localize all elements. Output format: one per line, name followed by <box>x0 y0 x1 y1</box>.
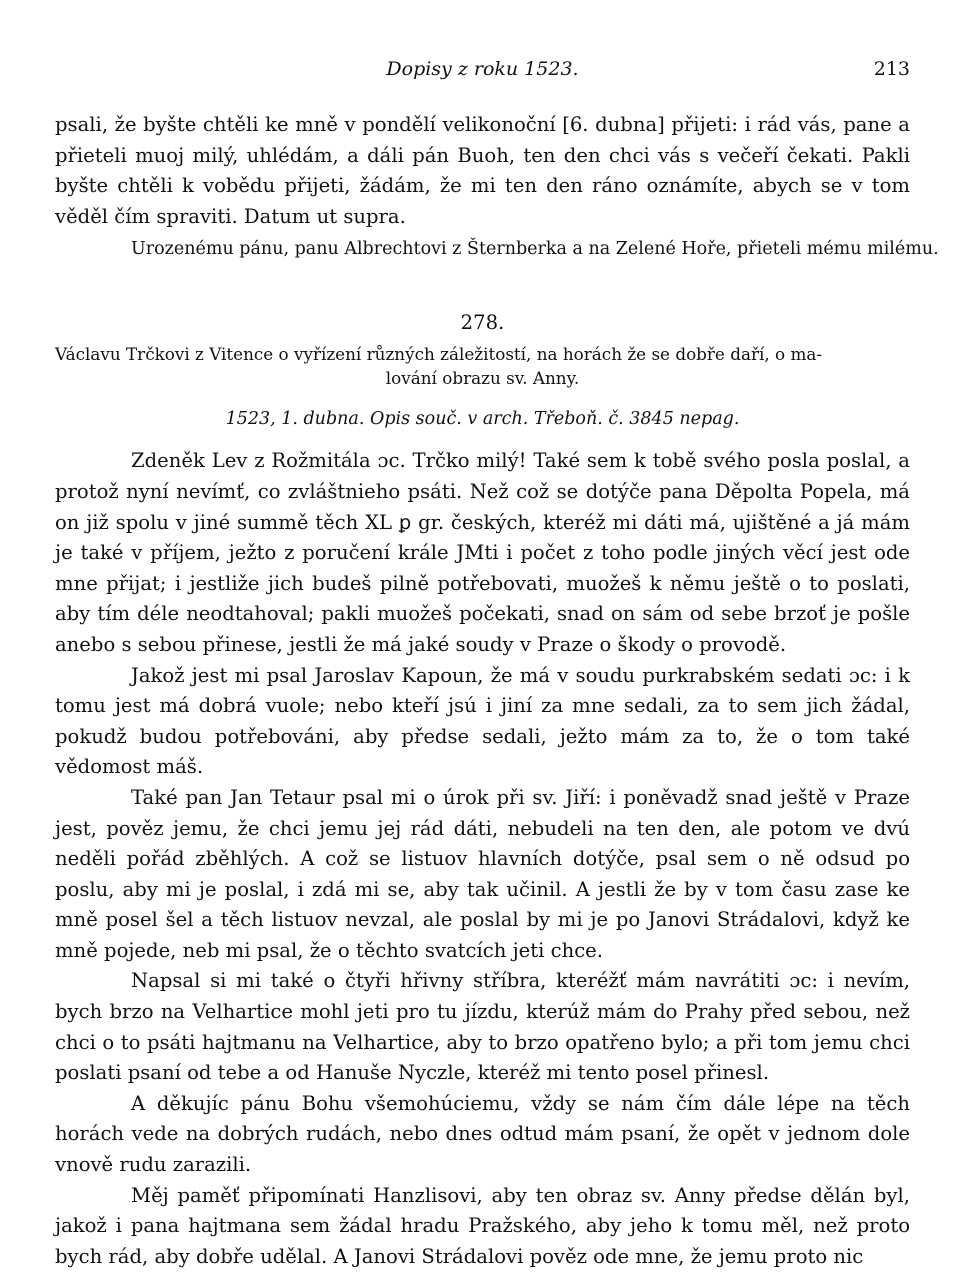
page-header <box>55 58 910 88</box>
continuation-paragraph: psali, že byšte chtěli ke mně v pondělí velikonoční [6. dubna] přijeti: i rád vás, pane a přieteli muoj milý, uhlédám, a dáli pán Buoh, ten den chci vás s večeří čekati. Pakli byšte chtěli k vobědu přijeti, žádám, že mi ten den ráno oznámíte, abych se v tom věděl čím spraviti. Datum ut supra. <box>55 113 910 228</box>
document-number: 278. <box>460 311 505 335</box>
document-regest <box>55 342 910 390</box>
body-paragraph-1: Zdeněk Lev z Rožmitála ɔc. Trčko milý! Také sem k tobě svého posla poslal, a protož nyní nevímť, co zvláštnieho psáti. Než což se dotýče pana Děpolta Popela, má on již spolu v jiné summě těch XL ꝑ gr. českých, kteréž mi dáti má, ujištěné a já mám je také v příjem, ježto z poručení krále JMti i počet z toho podle jiných věcí jest ode mne přijat; i jestliže jich budeš pilně potřebovati, muožeš k němu ještě o to poslati, aby tím déle neodtahoval; pakli muožeš počekati, snad on sám od sebe brzoť je pošle anebo s sebou přinese, jestli že má jaké soudy v Praze o škody o provodě. <box>55 449 910 656</box>
document-page <box>55 58 939 1272</box>
body-paragraph-2: Jakož jest mi psal Jaroslav Kapoun, že má v soudu purkrabském sedati ɔc: i k tomu jest má dobrá vuole; nebo kteří jsú i jiní za mne sedali, za to sem jich žádal, pokudž budou potřebováni, aby předse sedali, ježto mám za to, že o tom také vědomost máš. <box>55 663 910 779</box>
body-paragraph-4: Napsal si mi také o čtyři hřivny stříbra, kteréžť mám navrátiti ɔc: i nevím, bych brzo na Velhartice mohl jeti pro tu jízdu, kterúž mám do Prahy před sebou, než chci o to psáti hajtmanu na Velhartice, aby to brzo opatřeno bylo; a při tom jemu chci poslati psaní od tebe a od Hanuše Nyczle, kteréž mi tento posel přinesl. <box>55 969 910 1085</box>
regest-line-1: Václavu Trčkovi z Vitence o vyřízení různých záležitostí, na horách že se dobře daří, o ma- <box>55 344 823 365</box>
regest-line-2: lování obrazu sv. Anny. <box>385 368 580 389</box>
body-paragraph-3: Také pan Jan Tetaur psal mi o úrok při sv. Jiří: i poněvadž snad ještě v Praze jest, pověz jemu, že chci jemu jej rád dáti, nebudeli na ten den, ale potom ve dvú neděli pořád zběhlých. A což se listuov hlavních dotýče, psal sem o ně odsud po poslu, aby mi je poslal, i zdá mi se, aby tak učinil. A jestli že by v tom času zase ke mně posel šel a těch listuov nevzal, ale poslal by mi je po Janovi Strádalovi, když ke mně pojede, neb mi psal, že o těchto svatcích jeti chce. <box>55 785 910 962</box>
body-paragraph-5: A děkujíc pánu Bohu všemohúciemu, vždy se nám čím dále lépe na těch horách vede na dobrých rudách, nebo dnes odtud mám psaní, že opět v jednom dole vnově rudu zarazili. <box>55 1091 910 1177</box>
letter-address: Urozenému pánu, panu Albrechtovi z Šternberka a na Zelené Hoře, přieteli mému milému. <box>131 239 939 260</box>
page-number: 213 <box>873 58 910 80</box>
running-title: Dopisy z roku 1523. <box>386 58 579 80</box>
body-paragraph-6: Měj paměť připomínati Hanzlisovi, aby ten obraz sv. Anny předse dělán byl, jakož i pana hajtmana sem žádal hradu Pražského, aby jeho k tomu měl, než proto bych rád, aby dobře udělal. A Janovi Strádalovi pověz ode mne, že jemu proto nic <box>55 1183 910 1268</box>
source-note: 1523, 1. dubna. Opis souč. v arch. Třeboň. č. 3845 nepag. <box>225 409 740 430</box>
